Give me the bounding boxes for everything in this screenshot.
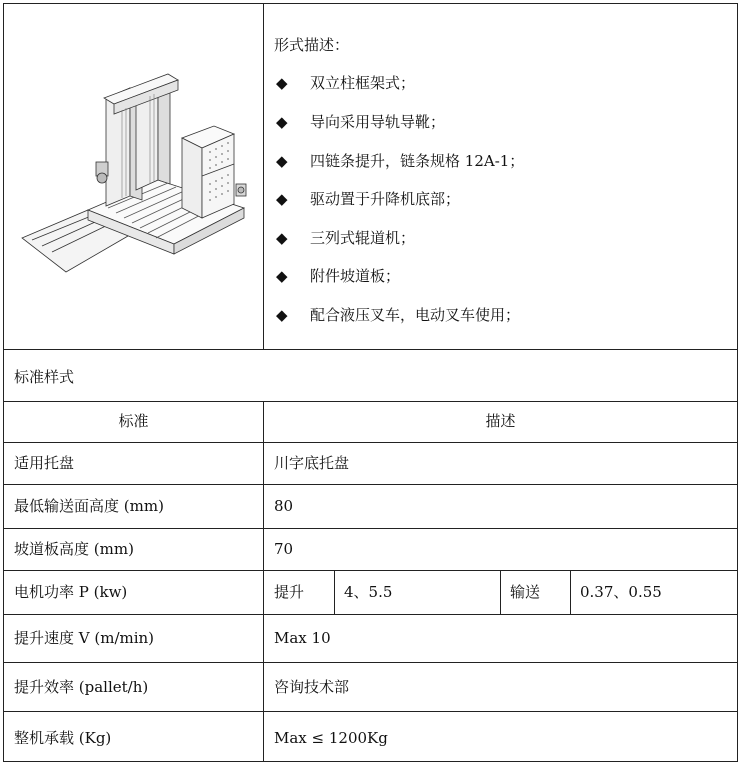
sub-value-convey: 0.37、0.55 <box>580 583 662 601</box>
column-header-standard: 标准 <box>118 412 149 430</box>
row-label: 电机功率 P (kw) <box>14 583 128 601</box>
divider <box>263 4 264 349</box>
feature-item: ◆ 导向采用导轨导靴； <box>276 113 446 131</box>
column-header-description: 描述 <box>485 412 516 430</box>
divider <box>4 401 737 402</box>
divider <box>570 570 571 614</box>
feature-item: ◆ 三列式辊道机； <box>276 229 416 247</box>
bullet-icon: ◆ <box>276 306 288 324</box>
sub-label-convey: 输送 <box>510 583 541 601</box>
divider <box>4 484 737 485</box>
divider <box>4 528 737 529</box>
row-value: 咨询技术部 <box>274 678 350 696</box>
section-title: 标准样式 <box>14 368 75 386</box>
row-value: 80 <box>274 497 294 515</box>
row-value: 70 <box>274 540 294 558</box>
bullet-icon: ◆ <box>276 152 288 170</box>
feature-item: ◆ 双立柱框架式； <box>276 74 416 92</box>
bullet-icon: ◆ <box>276 267 288 285</box>
row-label: 整机承载 (Kg) <box>14 729 112 747</box>
description-heading: 形式描述： <box>274 36 350 54</box>
bullet-icon: ◆ <box>276 190 288 208</box>
row-value: Max 10 <box>274 629 331 647</box>
divider <box>334 570 335 614</box>
divider <box>4 349 737 350</box>
feature-item: ◆ 四链条提升，链条规格 12A-1； <box>276 152 525 170</box>
divider <box>4 442 737 443</box>
sub-value-lift: 4、5.5 <box>344 583 393 601</box>
feature-item: ◆ 配合液压叉车，电动叉车使用； <box>276 306 521 324</box>
row-label: 适用托盘 <box>14 454 75 472</box>
row-label: 提升速度 V (m/min) <box>14 629 155 647</box>
lift-machine-illustration <box>18 68 256 282</box>
divider <box>4 570 737 571</box>
divider <box>4 614 737 615</box>
spec-sheet <box>3 3 738 762</box>
divider <box>263 401 264 762</box>
feature-item: ◆ 驱动置于升降机底部； <box>276 190 461 208</box>
row-label: 坡道板高度 (mm) <box>14 540 134 558</box>
divider <box>4 662 737 663</box>
bullet-icon: ◆ <box>276 74 288 92</box>
row-label: 提升效率 (pallet/h) <box>14 678 149 696</box>
bullet-icon: ◆ <box>276 229 288 247</box>
feature-item: ◆ 附件坡道板； <box>276 267 401 285</box>
divider <box>4 711 737 712</box>
sub-label-lift: 提升 <box>274 583 305 601</box>
row-label: 最低输送面高度 (mm) <box>14 497 164 515</box>
row-value: 川字底托盘 <box>274 454 350 472</box>
row-value: Max ≤ 1200Kg <box>274 729 388 747</box>
bullet-icon: ◆ <box>276 113 288 131</box>
divider <box>500 570 501 614</box>
